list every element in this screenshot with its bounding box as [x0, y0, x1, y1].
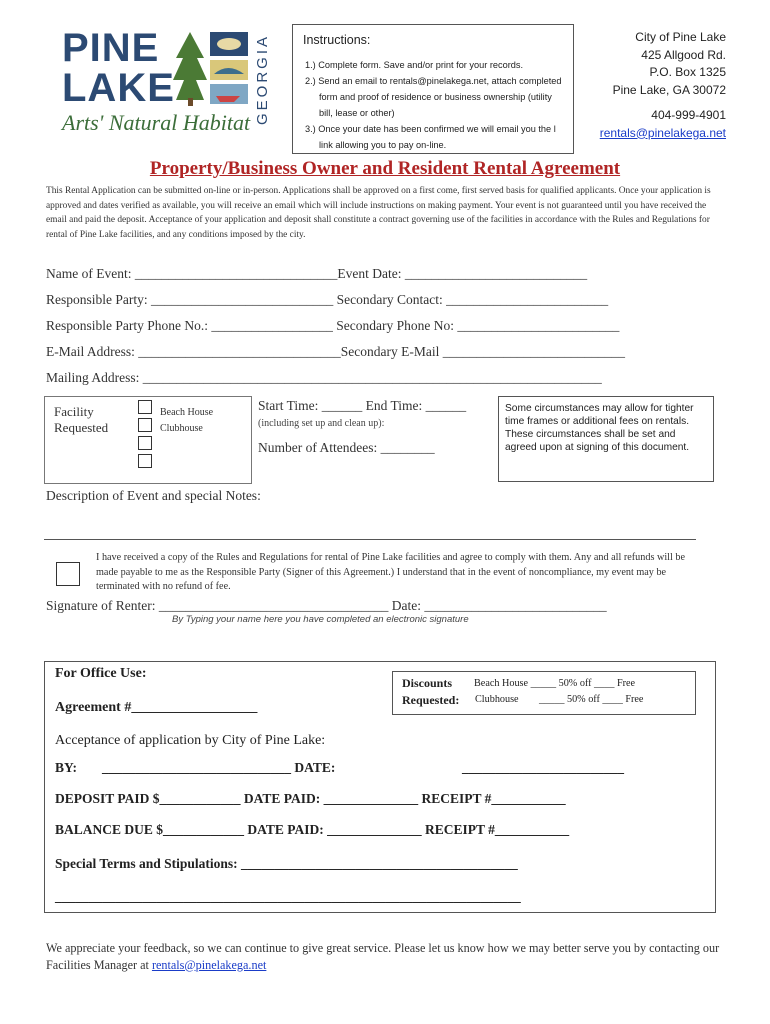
logo-word-pine: PINE [62, 26, 160, 70]
beach-house-label: Beach House [160, 407, 214, 418]
event-name-field[interactable]: Name of Event: ______________________________Event Date: ___________________________ [46, 266, 588, 281]
agreement-number-field[interactable]: Agreement #__________________ [55, 700, 258, 715]
discount-beach-house[interactable]: Beach House _____ 50% off ____ Free [474, 678, 636, 689]
signature-field[interactable]: Signature of Renter: __________________________________ Date: ___________________________ [46, 598, 607, 613]
circumstances-note: Some circumstances may allow for tighter time frames or additional fees on rentals. These circumstances shall be set and agreed upon at signing of this document. [498, 396, 714, 482]
feedback-email-link[interactable]: rentals@pinelakega.net [151, 957, 267, 972]
address-line: City of Pine Lake [635, 30, 726, 44]
balance-field[interactable]: BALANCE DUE $____________ DATE PAID: ______________ RECEIPT #___________ [55, 822, 570, 837]
signature-note: By Typing your name here you have completed an electronic signature [172, 614, 469, 625]
deposit-field[interactable]: DEPOSIT PAID $____________ DATE PAID: ______________ RECEIPT #___________ [55, 791, 566, 806]
phone-field[interactable]: Responsible Party Phone No.: __________________ Secondary Phone No: ________________________ [46, 318, 620, 333]
requested-label: Requested: [402, 693, 460, 707]
acceptance-label: Acceptance of application by City of Pine Lake: [55, 733, 326, 748]
clubhouse-label: Clubhouse [160, 423, 203, 434]
address-line: Pine Lake, GA 30072 [612, 82, 726, 97]
instructions-list [305, 57, 567, 153]
facility-label: Facility Requested [54, 404, 109, 435]
city-address [566, 29, 726, 142]
office-heading: For Office Use: [55, 666, 147, 681]
page-title: Property/Business Owner and Resident Rental Agreement [149, 158, 621, 179]
facility-checkbox-3[interactable] [138, 436, 152, 450]
clubhouse-checkbox[interactable] [138, 418, 152, 432]
email-field[interactable]: E-Mail Address: ______________________________Secondary E-Mail ___________________________ [46, 344, 625, 359]
intro-paragraph: This Rental Application can be submitted on-line or in-person. Applications shall be approved on a first come, first served basis for qualified applicants. Once your application is approved and dates verified as available, you will receive an email which will include instructions on making payment. Your event is not guaranteed until you have received the email and paid the deposit. Acceptance of your application and deposit shall constitute a contract governing use of the facilities in accordance with the Rules and Regulations for rental of Pine Lake facilities, and any conditions imposed by the city. [46, 186, 711, 240]
feedback-text: We appreciate your feedback, so we can continue to give great service. Please let us know how we may better serve you by contacting our Facilities Manager at [46, 941, 720, 972]
by-field[interactable]: ____________________________ DATE: [102, 760, 336, 775]
agreement-text: I have received a copy of the Rules and Regulations for rental of Pine Lake facilities and agree to comply with them. Any and all refunds will be made payable to me as the Responsible Party (Signer of this Agreement.) I understand that in the event of noncompliance, my event may be terminated with no refund of fee. [96, 552, 685, 592]
pine-lake-logo [58, 26, 283, 144]
address-line: P.O. Box 1325 [649, 65, 726, 79]
date-field[interactable]: ________________________ [462, 760, 624, 775]
discounts-label: Discounts [402, 676, 453, 690]
nature-illustration-icon [170, 30, 252, 108]
mailing-address-field[interactable]: Mailing Address: ____________________________________________________________________ [46, 370, 602, 385]
instruction-item: 3.) Once your date has been confirmed we will email you the l link allowing you to pay on-line. [305, 124, 556, 150]
description-field[interactable] [44, 539, 696, 540]
special-terms-field[interactable]: Special Terms and Stipulations: _________________________________________ [55, 856, 518, 871]
by-label: BY: [55, 760, 78, 775]
attendees-field[interactable]: Number of Attendees: ________ [258, 440, 435, 455]
logo-georgia: GEORGIA [254, 34, 271, 126]
setup-note: (including set up and clean up): [258, 418, 385, 429]
logo-tagline: Arts' Natural Habitat [62, 110, 251, 135]
responsible-party-field[interactable]: Responsible Party: ___________________________ Secondary Contact: ________________________ [46, 292, 609, 307]
beach-house-checkbox[interactable] [138, 400, 152, 414]
discount-clubhouse[interactable]: Clubhouse _____ 50% off ____ Free [475, 694, 644, 705]
facility-checkbox-4[interactable] [138, 454, 152, 468]
special-terms-line[interactable]: _____________________________________________________________________ [55, 889, 521, 904]
agreement-checkbox[interactable] [56, 562, 80, 586]
instructions-title: Instructions: [303, 33, 371, 47]
address-email-link[interactable]: rentals@pinelakega.net [599, 125, 726, 140]
address-phone: 404-999-4901 [651, 108, 726, 122]
address-line: 425 Allgood Rd. [641, 47, 726, 62]
instruction-item: 2.) Send an email to rentals@pinelakega.net, attach completed form and proof of residence or business ownership (utility bill, lease or other) [305, 76, 562, 118]
feedback-paragraph [46, 940, 736, 973]
description-label: Description of Event and special Notes: [46, 488, 261, 503]
logo-word-lake: LAKE [62, 66, 175, 110]
instruction-item: 1.) Complete form. Save and/or print for your records. [305, 60, 524, 70]
start-end-time-field[interactable]: Start Time: ______ End Time: ______ [258, 398, 467, 413]
instructions-box [292, 24, 574, 154]
